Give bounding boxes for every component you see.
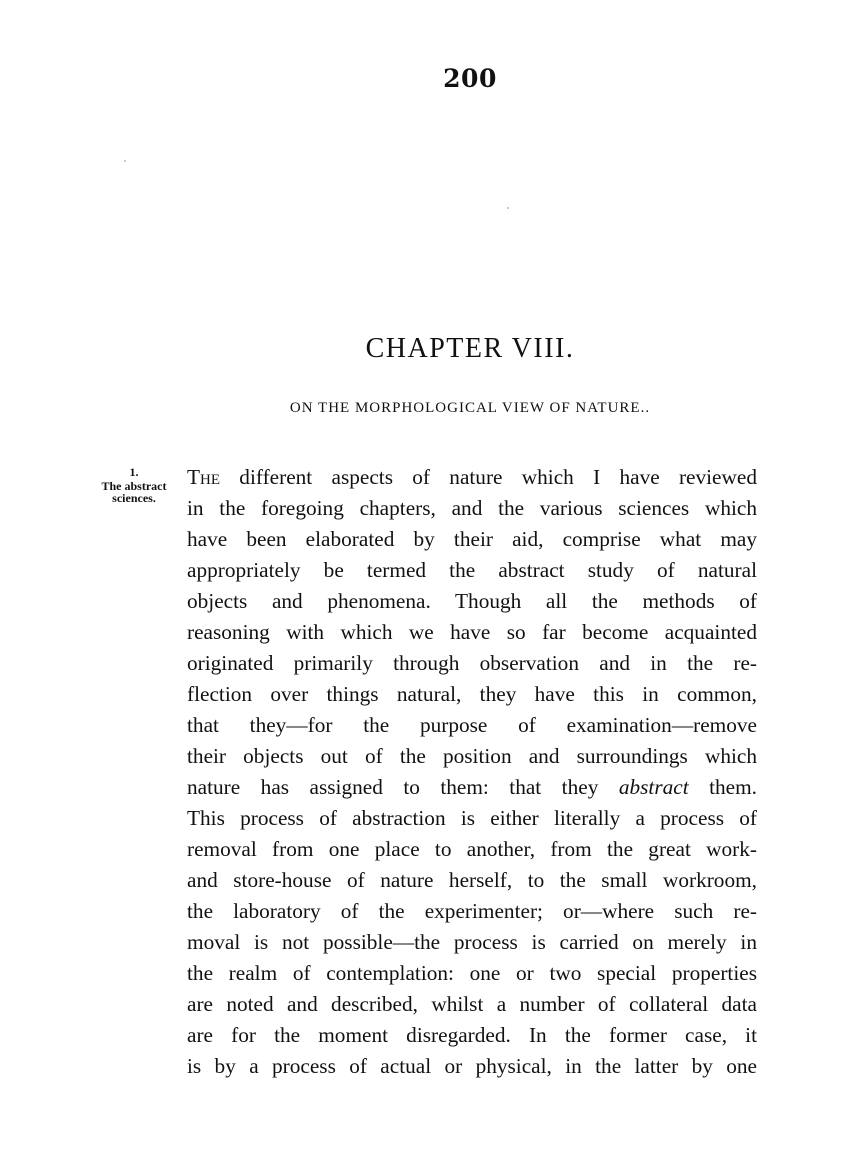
- paragraph-line: [187, 772, 757, 803]
- paragraph-line: reasoning with which we have so far become acquainted: [187, 620, 757, 644]
- italic-word: abstract: [618, 775, 689, 799]
- paragraph-line: their objects out of the position and surroundings which: [187, 744, 757, 768]
- paragraph-line: in the foregoing chapters, and the various sciences which: [187, 496, 757, 520]
- lead-word: The: [187, 465, 221, 489]
- chapter-title: CHAPTER VIII.: [365, 333, 575, 364]
- paragraph-line: the realm of contemplation: one or two special properties: [187, 961, 757, 985]
- paragraph-line: removal from one place to another, from the great work-: [187, 837, 757, 861]
- margin-note-line: sciences.: [112, 491, 156, 505]
- paragraph-line: have been elaborated by their aid, comprise what may: [187, 527, 757, 551]
- line-text: them.: [688, 775, 757, 799]
- margin-note: [88, 466, 180, 504]
- paragraph-line: This process of abstraction is either literally a process of: [187, 806, 757, 830]
- paragraph-line: appropriately be termed the abstract study of natural: [187, 558, 757, 582]
- paragraph-line: is by a process of actual or physical, in the latter by one: [187, 1054, 757, 1078]
- line-text: different aspects of nature which I have reviewed: [220, 465, 757, 489]
- paragraph-line: are noted and described, whilst a number of collateral data: [187, 992, 757, 1016]
- paragraph-line: the laboratory of the experimenter; or—where such re-: [187, 899, 757, 923]
- paragraph-line: moval is not possible—the process is carried on merely in: [187, 930, 757, 954]
- chapter-subtitle: ON THE MORPHOLOGICAL VIEW OF NATURE..: [289, 400, 651, 416]
- section-number: 1.: [129, 465, 139, 479]
- body-paragraph: [187, 462, 757, 1082]
- line-text: nature has assigned to them: that they: [187, 775, 599, 799]
- paragraph-line: originated primarily through observation and in the re-: [187, 651, 757, 675]
- page-number: 200: [443, 64, 497, 93]
- paragraph-line: objects and phenomena. Though all the methods of: [187, 589, 757, 613]
- print-speck: [507, 207, 509, 209]
- paragraph-line: flection over things natural, they have this in common,: [187, 682, 757, 706]
- print-speck: [124, 160, 126, 162]
- paragraph-line: that they—for the purpose of examination—remove: [187, 713, 757, 737]
- paragraph-line: and store-house of nature herself, to the small workroom,: [187, 868, 757, 892]
- paragraph-line: are for the moment disregarded. In the former case, it: [187, 1023, 757, 1047]
- margin-note-line: The abstract: [101, 479, 167, 493]
- paragraph-line: [187, 462, 757, 493]
